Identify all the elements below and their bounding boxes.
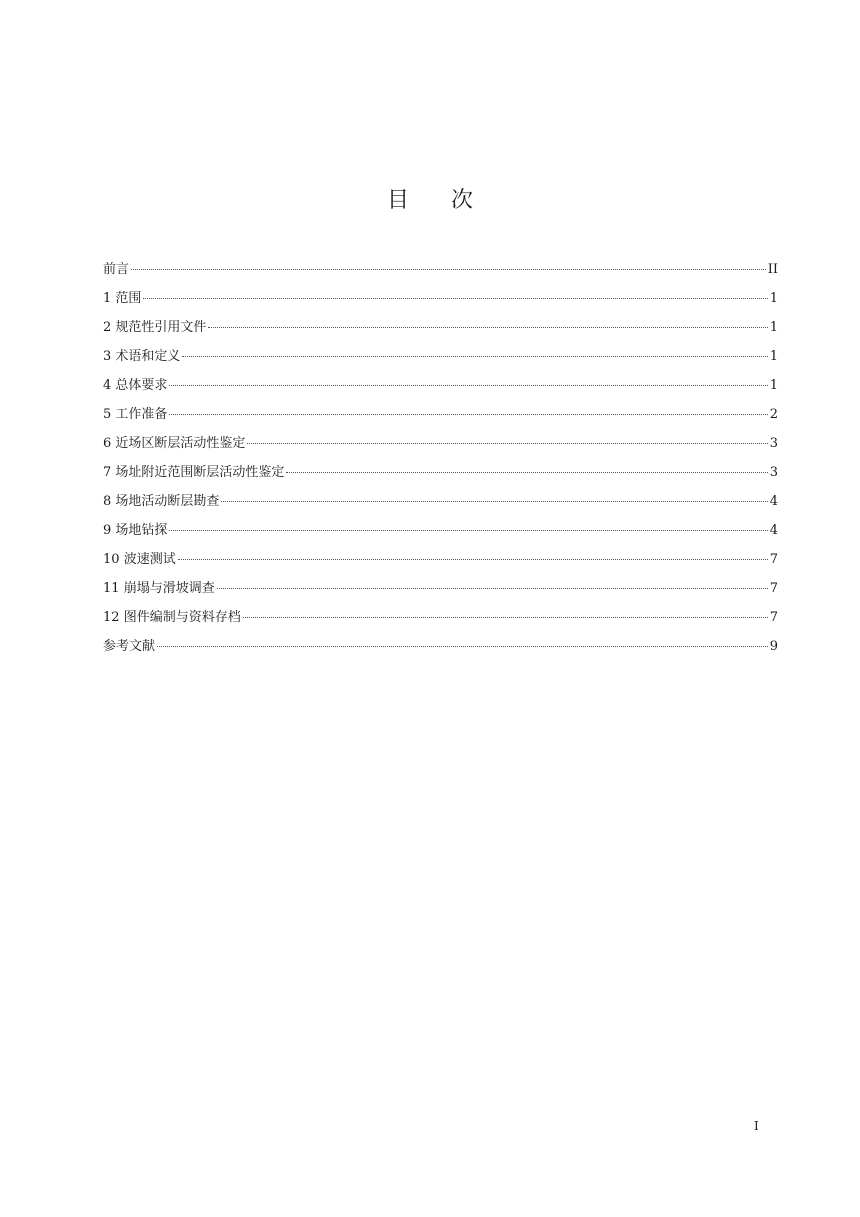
toc-leader-dots bbox=[169, 385, 767, 386]
toc-section-number: 12 bbox=[103, 610, 120, 625]
toc-section-number: 3 bbox=[103, 349, 112, 364]
toc-page-number: 1 bbox=[769, 291, 778, 306]
toc-entry-7[interactable] bbox=[103, 464, 778, 493]
toc-leader-dots bbox=[221, 501, 767, 502]
toc-page-number: 7 bbox=[769, 610, 778, 625]
table-of-contents bbox=[103, 261, 778, 667]
toc-label: 近场区断层活动性鉴定 bbox=[115, 436, 246, 451]
toc-entry-4[interactable] bbox=[103, 377, 778, 406]
toc-section-number: 2 bbox=[103, 320, 112, 335]
toc-section-number: 1 bbox=[103, 291, 112, 306]
toc-entry-3[interactable] bbox=[103, 348, 778, 377]
page-title bbox=[0, 183, 860, 214]
toc-section-number: 10 bbox=[103, 552, 120, 567]
toc-entry-8[interactable] bbox=[103, 493, 778, 522]
toc-label: 场地钻探 bbox=[115, 523, 168, 538]
toc-label: 参考文献 bbox=[103, 639, 156, 654]
toc-label: 崩塌与滑坡调查 bbox=[123, 581, 215, 596]
toc-entry-references[interactable] bbox=[103, 638, 778, 667]
toc-label: 场址附近范围断层活动性鉴定 bbox=[115, 465, 285, 480]
toc-label: 前言 bbox=[103, 262, 130, 277]
toc-page-number: 1 bbox=[769, 349, 778, 364]
toc-entry-6[interactable] bbox=[103, 435, 778, 464]
toc-leader-dots bbox=[157, 646, 768, 647]
toc-section-number: 9 bbox=[103, 523, 112, 538]
toc-section-number: 8 bbox=[103, 494, 112, 509]
toc-leader-dots bbox=[169, 414, 767, 415]
toc-entry-1[interactable] bbox=[103, 290, 778, 319]
toc-label: 图件编制与资料存档 bbox=[123, 610, 241, 625]
toc-page-number: 7 bbox=[769, 552, 778, 567]
toc-leader-dots bbox=[169, 530, 767, 531]
toc-page-number: 9 bbox=[769, 639, 778, 654]
toc-leader-dots bbox=[247, 443, 767, 444]
toc-page-number: 4 bbox=[769, 523, 778, 538]
toc-entry-foreword[interactable] bbox=[103, 261, 778, 290]
toc-leader-dots bbox=[143, 298, 767, 299]
toc-entry-10[interactable] bbox=[103, 551, 778, 580]
toc-entry-2[interactable] bbox=[103, 319, 778, 348]
toc-leader-dots bbox=[208, 327, 767, 328]
title-char-2: 次 bbox=[451, 188, 474, 213]
toc-page-number: 2 bbox=[769, 407, 778, 422]
toc-leader-dots bbox=[178, 559, 768, 560]
toc-section-number: 6 bbox=[103, 436, 112, 451]
toc-section-number: 11 bbox=[103, 581, 120, 596]
toc-page-number: 4 bbox=[769, 494, 778, 509]
toc-section-number: 5 bbox=[103, 407, 112, 422]
toc-leader-dots bbox=[217, 588, 768, 589]
footer-page-number: I bbox=[754, 1119, 759, 1133]
toc-label: 波速测试 bbox=[123, 552, 176, 567]
toc-label: 规范性引用文件 bbox=[115, 320, 207, 335]
toc-leader-dots bbox=[182, 356, 767, 357]
toc-label: 总体要求 bbox=[115, 378, 168, 393]
toc-page-number: II bbox=[767, 262, 778, 277]
toc-page-number: 7 bbox=[769, 581, 778, 596]
toc-entry-5[interactable] bbox=[103, 406, 778, 435]
toc-leader-dots bbox=[131, 269, 766, 270]
toc-label: 工作准备 bbox=[115, 407, 168, 422]
toc-page-number: 3 bbox=[769, 436, 778, 451]
toc-page-number: 1 bbox=[769, 378, 778, 393]
toc-label: 范围 bbox=[115, 291, 142, 306]
toc-leader-dots bbox=[243, 617, 768, 618]
title-char-1: 目 bbox=[386, 188, 409, 213]
toc-label: 术语和定义 bbox=[115, 349, 181, 364]
toc-page-number: 1 bbox=[769, 320, 778, 335]
toc-entry-12[interactable] bbox=[103, 609, 778, 638]
toc-entry-9[interactable] bbox=[103, 522, 778, 551]
toc-section-number: 4 bbox=[103, 378, 112, 393]
toc-leader-dots bbox=[286, 472, 767, 473]
toc-label: 场地活动断层勘查 bbox=[115, 494, 220, 509]
toc-section-number: 7 bbox=[103, 465, 112, 480]
toc-page-number: 3 bbox=[769, 465, 778, 480]
toc-entry-11[interactable] bbox=[103, 580, 778, 609]
